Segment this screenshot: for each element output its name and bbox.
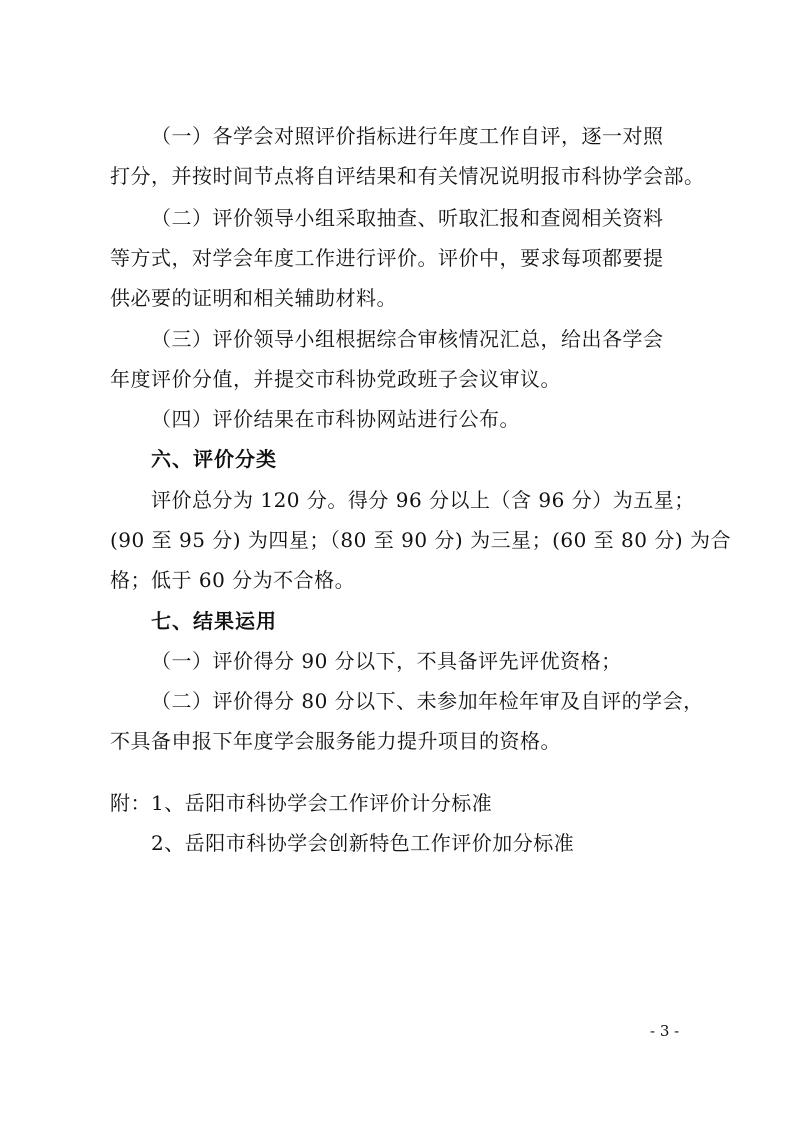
paragraph-line: 评价总分为 120 分。得分 96 分以上（含 96 分）为五星； bbox=[151, 488, 695, 512]
section-heading: 六、评价分类 bbox=[151, 447, 277, 471]
paragraph-line: (90 至 95 分) 为四星；（80 至 90 分) 为三星；(60 至 80 分) 为合 bbox=[110, 528, 731, 552]
paragraph-line: 供必要的证明和相关辅助材料。 bbox=[110, 286, 397, 310]
paragraph-line: （一）评价得分 90 分以下，不具备评先评优资格； bbox=[151, 649, 622, 673]
paragraph-line: 格；低于 60 分为不合格。 bbox=[110, 568, 356, 592]
paragraph-line: （一）各学会对照评价指标进行年度工作自评，逐一对照 bbox=[151, 124, 664, 148]
paragraph-line: （四）评价结果在市科协网站进行公布。 bbox=[151, 407, 520, 431]
paragraph-line: 不具备申报下年度学会服务能力提升项目的资格。 bbox=[110, 729, 561, 753]
attachment-line: 附：1、岳阳市科协学会工作评价计分标准 bbox=[110, 791, 493, 815]
attachment-line: 2、岳阳市科协学会创新特色工作评价加分标准 bbox=[151, 831, 575, 855]
paragraph-line: 等方式，对学会年度工作进行评价。评价中，要求每项都要提 bbox=[110, 246, 664, 270]
paragraph-line: （二）评价得分 80 分以下、未参加年检年审及自评的学会， bbox=[151, 689, 704, 713]
paragraph-line: 年度评价分值，并提交市科协党政班子会议审议。 bbox=[110, 367, 561, 391]
paragraph-line: （二）评价领导小组采取抽查、听取汇报和查阅相关资料 bbox=[151, 206, 664, 230]
paragraph-line: 打分，并按时间节点将自评结果和有关情况说明报市科协学会部。 bbox=[110, 164, 705, 188]
paragraph-line: （三）评价领导小组根据综合审核情况汇总，给出各学会 bbox=[151, 327, 664, 351]
page-number: - 3 - bbox=[650, 1022, 680, 1040]
section-heading: 七、结果运用 bbox=[151, 609, 277, 633]
